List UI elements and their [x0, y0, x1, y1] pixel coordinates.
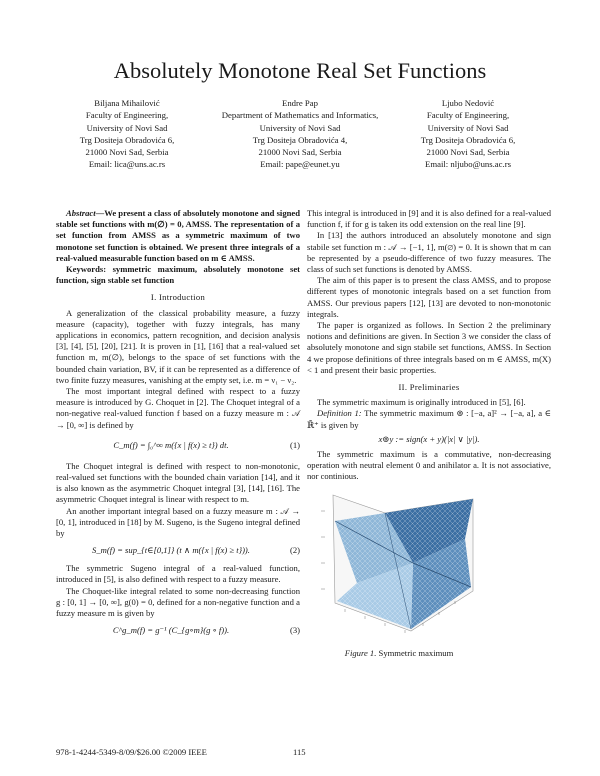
right-column: [307, 208, 551, 658]
paragraph: This integral is introduced in [9] and it is also defined for a real-valued function f, if for g is taken its odd extension on the real line [9].: [307, 208, 551, 230]
author-affiliation: University of Novi Sad: [427, 122, 509, 133]
page-number: 115: [293, 747, 306, 757]
author-affiliation: Department of Mathematics and Informatics,: [221, 110, 379, 121]
author-affiliation: Faculty of Engineering,: [426, 110, 510, 121]
section-heading-introduction: I. Introduction: [150, 292, 206, 303]
keywords-label: Keywords:: [66, 264, 107, 275]
figure-symmetric-maximum: [315, 491, 483, 658]
equation-number: (3): [289, 625, 300, 636]
author-affiliation: University of Novi Sad: [86, 122, 168, 133]
paragraph: The symmetric maximum is originally introduced in [5], [6].: [317, 397, 526, 408]
author-email: Email: nljubo@uns.ac.rs: [425, 159, 511, 170]
equation-body: C^g_m(f) = g⁻¹ (C_{g∘m}(g ∘ f)).: [112, 625, 230, 636]
figure-caption-text: Symmetric maximum: [378, 647, 454, 658]
author-address: 21000 Novi Sad, Serbia: [426, 147, 510, 158]
equation-number: (2): [289, 545, 300, 556]
equation-body: C_m(f) = ∫₀^∞ m({x | f(x) ≥ t}) dt.: [113, 439, 229, 450]
abstract-text: We present a class of absolutely monotone and signed stable set functions with m(∅) = 0, AMSS. The representation of a set function from AMSS as a symmetric maximum of two monotone set function is obtained. We present three integrals of a real-valued measurable function based on m ∈ AMSS.: [56, 208, 300, 263]
author-name: Endre Pap: [282, 98, 318, 108]
paragraph: A generalization of the classical probability measure, a fuzzy measure (capacity), together with fuzzy integrals, has many applications in economics, pattern recognition, and decision analysis [3], [4], [5], [20], [21]. It is proven in [1], [16] that a real-valued set function m, m(∅), belongs to the space of set functions with the bounded chain variation, BV, if it can be represented as a difference of two finite fuzzy measures, vanishing at the empty set, i.e. m = ν₁ − ν₂.: [56, 307, 300, 385]
definition-text: The symmetric maximum ⊚ : [−a, a]² → [−a, a], a ∈ ℝ̄⁺ is given by: [307, 408, 551, 430]
figure-label: Figure 1.: [344, 647, 377, 658]
author-name: Ljubo Nedović: [441, 98, 495, 108]
paragraph: The symmetric Sugeno integral of a real-valued function, introduced in [5], is also defined with respect to a fuzzy measure.: [56, 563, 300, 585]
author-name: Biljana Mihailović: [94, 98, 160, 108]
paragraph: The paper is organized as follows. In Section 2 the preliminary notions and definitions are given. In Section 3 we consider the class of absolutely monotone and sign stabile set functions, AMSS. In Section 4 we propose definitions of three integrals based on m ∈ AMSS, m(X) < 1 and present their basic properties.: [307, 320, 551, 375]
author-email: Email: pape@eunet.yu: [260, 159, 340, 170]
author-affiliation: University of Novi Sad: [259, 122, 341, 133]
equation-1: [56, 431, 300, 461]
surface-plot: [315, 491, 483, 641]
abstract-label: Abstract—: [66, 208, 105, 218]
footer-copyright: 978-1-4244-5349-8/09/$26.00 ©2009 IEEE: [56, 747, 207, 757]
paragraph: The most important integral defined with respect to a fuzzy measure is introduced by G. Choquet in [2]. The Choquet integral of a non-negative real-valued function f based on a fuzzy measure m : 𝒜 → [0, ∞] is defined by: [56, 386, 300, 430]
equation-2: [56, 539, 300, 563]
left-column: [56, 208, 300, 641]
paragraph: The aim of this paper is to present the class AMSS, and to propose different types of monotonic integrals based on a set function from AMSS. Our previous papers [12], [13] are devoted to non-monotonic integrals.: [307, 275, 551, 319]
author-address: Trg Dositeja Obradovića 4,: [252, 134, 348, 145]
figure-caption: [315, 648, 483, 659]
author-address: Trg Dositeja Obradovića 6,: [79, 134, 175, 145]
author-address: 21000 Novi Sad, Serbia: [258, 147, 342, 158]
definition-label: Definition 1:: [317, 408, 362, 419]
paragraph: An another important integral based on a fuzzy measure m : 𝒜 → [0, 1], introduced in [18] by M. Sugeno, is the Sugeno integral defined by: [56, 505, 300, 539]
equation-symmetric-maximum: x⊚y := sign(x + y)(|x| ∨ |y|).: [378, 433, 480, 444]
author-address: 21000 Novi Sad, Serbia: [85, 147, 169, 158]
equation-number: (1): [289, 439, 300, 450]
keywords-text: symmetric maximum, absolutely monotone set function, sign stable set function: [56, 264, 300, 286]
keywords: [56, 264, 300, 286]
paragraph: In [13] the authors introduced an absolutely monotone and sign stabile set function m : 𝒜 → [−1, 1], m(∅) = 0. It is shown that m can be represented by a pseudo-difference of two fuzzy measures. The class of such set functions is denoted by AMSS.: [307, 230, 551, 275]
author-address: Trg Dositeja Obradovića 6,: [420, 134, 516, 145]
author-affiliation: Faculty of Engineering,: [85, 110, 169, 121]
author-block-1: [27, 97, 227, 171]
section-heading-preliminaries: II. Preliminaries: [398, 382, 460, 393]
author-email: Email: lica@uns.ac.rs: [88, 159, 166, 170]
paragraph: The symmetric maximum is a commutative, non-decreasing operation with neutral element 0 and anihilator a. It is not associative, nor continious.: [307, 449, 551, 482]
equation-3: [56, 619, 300, 641]
definition: [307, 408, 551, 430]
paragraph: The Choquet integral is defined with respect to non-monotonic, real-valued set functions with the bounded chain variation [14], and it is also known as the asymmetric Choquet integral [3], [14], [16]. The asymmetric Choquet integral is linear with respect to m.: [56, 460, 300, 505]
abstract: [56, 208, 300, 264]
paper-title: Absolutely Monotone Real Set Functions: [113, 58, 487, 83]
equation-body: S_m(f) = sup_{t∈[0,1]} (t ∧ m({x | f(x) ≥ t})).: [92, 545, 250, 556]
author-block-3: [368, 97, 568, 171]
paragraph: The Choquet-like integral related to some non-decreasing function g : [0, 1] → [0, ∞], g(0) = 0, defined for a non-negative function and a fuzzy measure m is given by: [56, 585, 300, 619]
